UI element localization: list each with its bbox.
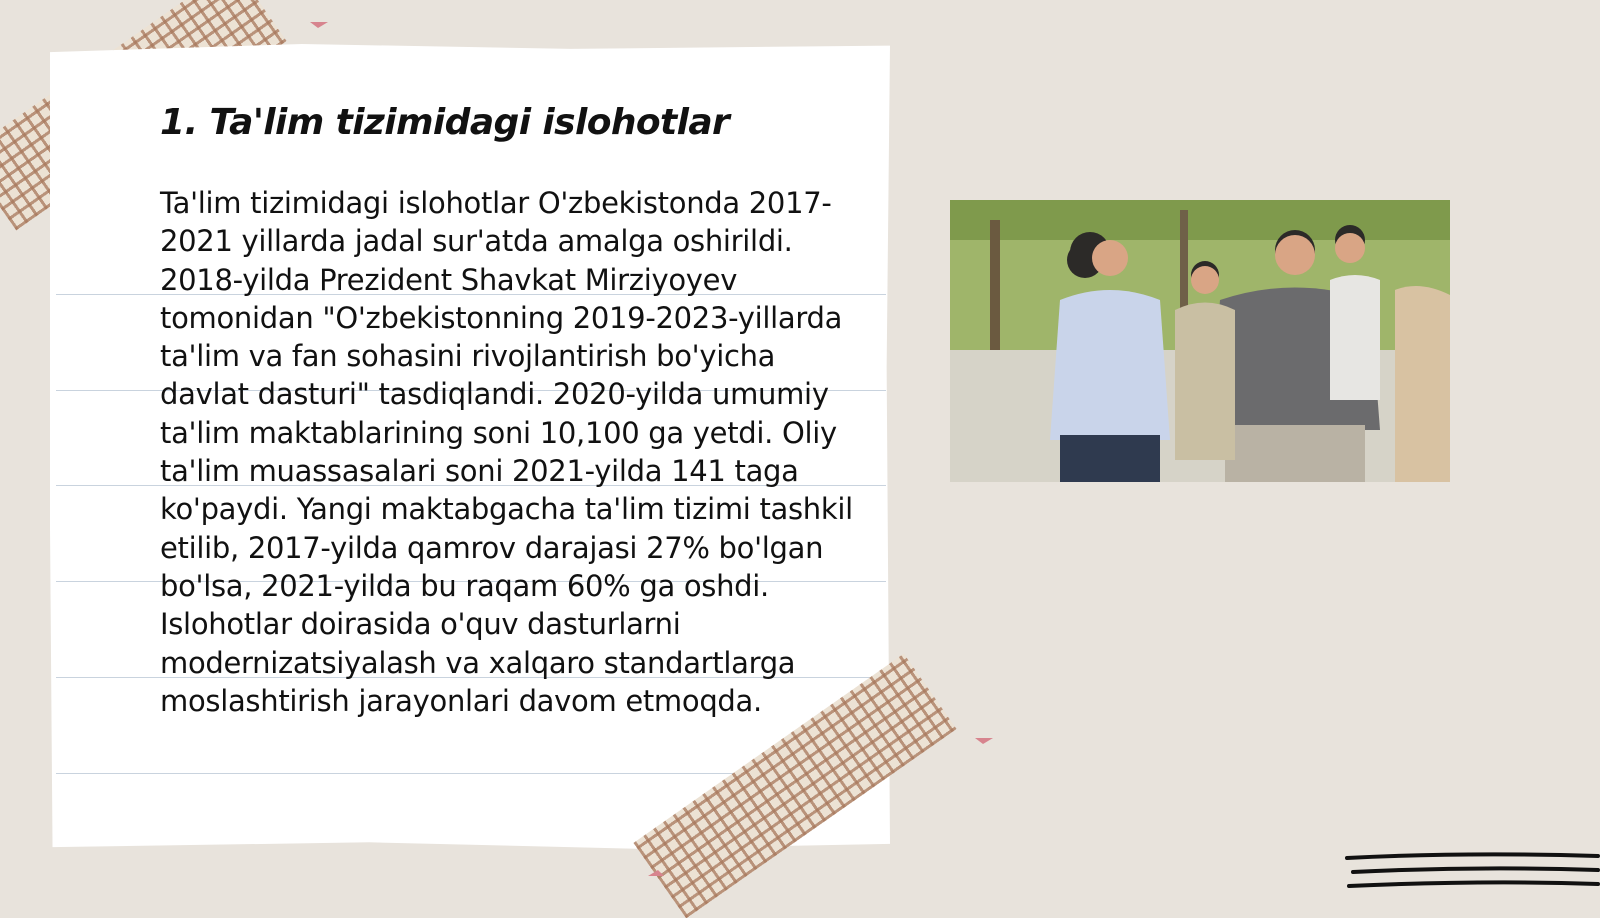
slide-body-text: Ta'lim tizimidagi islohotlar O'zbekistonda 2017-2021 yillarda jadal sur'atda amalga oshirildi. 2018-yilda Prezident Shavkat Mirziyoyev tomonidan "O'zbekistonning 2019-2023-yillarda ta'lim va fan sohasini rivojlantirish bo'yicha davlat dasturi" tasdiqlandi. 2020-yilda umumiy ta'lim maktablarining soni 10,100 ga yetdi. Oliy ta'lim muassasalari soni 2021-yilda 141 taga ko'paydi. Yangi maktabgacha ta'lim tizimi tashkil etilib, 2017-yilda qamrov darajasi 27% bo'lgan bo'lsa, 2021-yilda bu raqam 60% ga oshdi. Islohotlar doirasida o'quv dasturlarni modernizatsiyalash va xalqaro standartlarga moslashtirish jarayonlari davom etmoqda. bbox=[160, 186, 853, 718]
pin-bottom-left bbox=[648, 862, 664, 876]
pin-top-left bbox=[310, 22, 328, 36]
pin-bottom-right bbox=[975, 738, 993, 752]
slide-title: 1. Ta'lim tizimidagi islohotlar bbox=[160, 102, 730, 143]
group-photo bbox=[950, 200, 1450, 482]
photo-illustration bbox=[950, 200, 1450, 482]
decorative-scribble bbox=[1345, 850, 1600, 894]
